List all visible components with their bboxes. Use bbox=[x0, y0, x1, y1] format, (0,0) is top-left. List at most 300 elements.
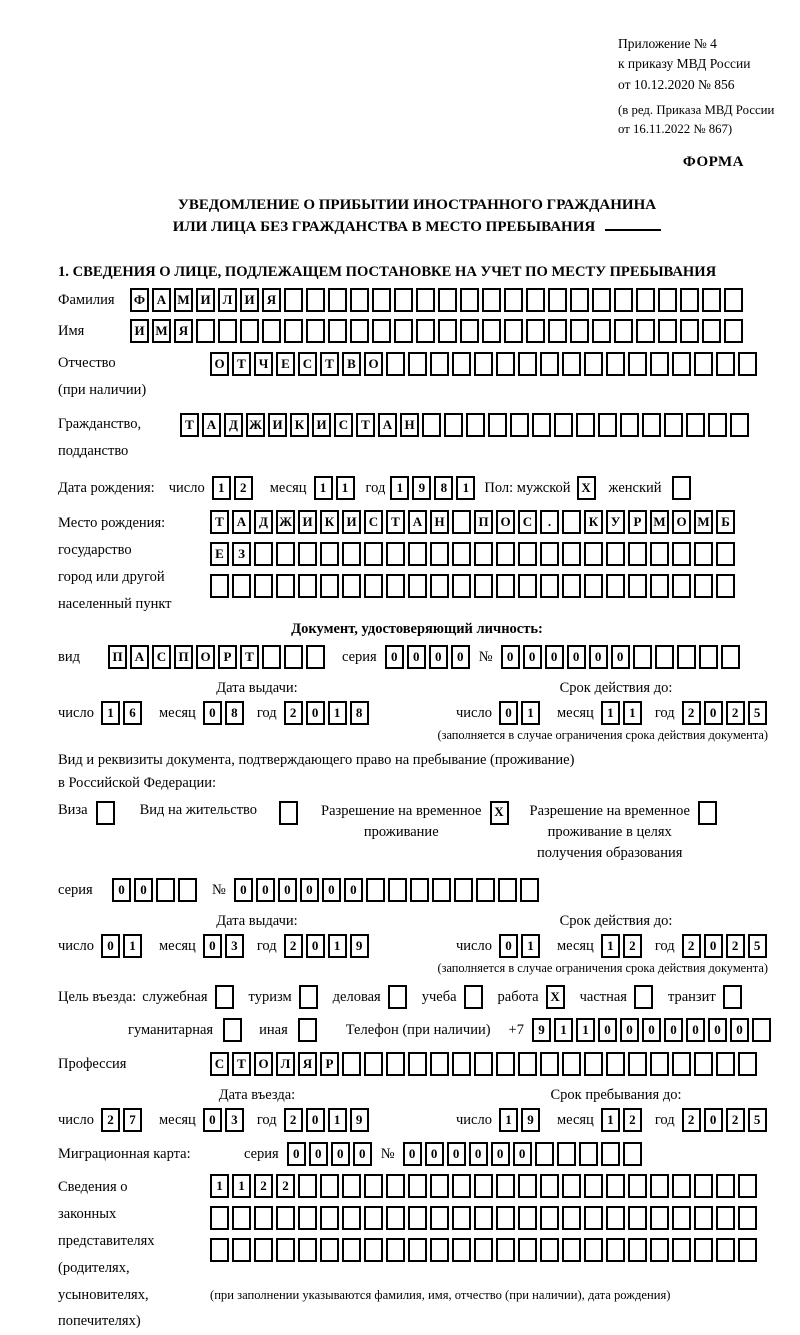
char-box[interactable] bbox=[570, 288, 589, 312]
char-box[interactable]: 0 bbox=[278, 878, 297, 902]
char-box[interactable] bbox=[723, 985, 742, 1009]
char-box[interactable]: X bbox=[490, 801, 509, 825]
char-box[interactable]: А bbox=[130, 645, 149, 669]
char-box[interactable]: Ж bbox=[246, 413, 265, 437]
char-box[interactable] bbox=[562, 574, 581, 598]
char-box[interactable] bbox=[372, 319, 391, 343]
char-box[interactable] bbox=[408, 1052, 427, 1076]
char-box[interactable]: 0 bbox=[620, 1018, 639, 1042]
char-box[interactable] bbox=[584, 1174, 603, 1198]
char-box[interactable]: 0 bbox=[134, 878, 153, 902]
char-box[interactable] bbox=[699, 645, 718, 669]
char-box[interactable] bbox=[540, 352, 559, 376]
char-box[interactable] bbox=[474, 1174, 493, 1198]
char-box[interactable]: 1 bbox=[390, 476, 409, 500]
char-box[interactable] bbox=[496, 1052, 515, 1076]
char-box[interactable] bbox=[386, 1238, 405, 1262]
char-box[interactable] bbox=[438, 319, 457, 343]
char-box[interactable] bbox=[496, 1238, 515, 1262]
char-box[interactable] bbox=[284, 645, 303, 669]
char-box[interactable] bbox=[386, 542, 405, 566]
char-box[interactable] bbox=[364, 542, 383, 566]
char-box[interactable]: О bbox=[254, 1052, 273, 1076]
char-box[interactable] bbox=[276, 542, 295, 566]
char-box[interactable] bbox=[540, 1174, 559, 1198]
char-box[interactable] bbox=[328, 319, 347, 343]
char-box[interactable] bbox=[218, 319, 237, 343]
char-box[interactable]: 0 bbox=[704, 934, 723, 958]
char-box[interactable] bbox=[724, 288, 743, 312]
char-box[interactable] bbox=[579, 1142, 598, 1166]
char-box[interactable] bbox=[496, 542, 515, 566]
char-box[interactable]: 9 bbox=[350, 1108, 369, 1132]
char-box[interactable] bbox=[210, 574, 229, 598]
char-box[interactable] bbox=[284, 288, 303, 312]
char-box[interactable]: Е bbox=[210, 542, 229, 566]
char-box[interactable] bbox=[306, 645, 325, 669]
char-box[interactable]: . bbox=[540, 510, 559, 534]
char-box[interactable] bbox=[342, 1174, 361, 1198]
char-box[interactable] bbox=[408, 574, 427, 598]
char-box[interactable]: П bbox=[474, 510, 493, 534]
char-box[interactable] bbox=[474, 352, 493, 376]
char-box[interactable]: 0 bbox=[664, 1018, 683, 1042]
char-box[interactable] bbox=[738, 1238, 757, 1262]
char-box[interactable]: 0 bbox=[429, 645, 448, 669]
char-box[interactable] bbox=[606, 574, 625, 598]
char-box[interactable] bbox=[299, 985, 318, 1009]
char-box[interactable] bbox=[672, 574, 691, 598]
char-box[interactable] bbox=[254, 1238, 273, 1262]
char-box[interactable]: 0 bbox=[203, 934, 222, 958]
char-box[interactable] bbox=[650, 574, 669, 598]
char-box[interactable] bbox=[716, 1206, 735, 1230]
char-box[interactable]: 0 bbox=[567, 645, 586, 669]
char-box[interactable]: Т bbox=[240, 645, 259, 669]
char-box[interactable]: Т bbox=[210, 510, 229, 534]
char-box[interactable] bbox=[364, 1174, 383, 1198]
char-box[interactable] bbox=[562, 1052, 581, 1076]
char-box[interactable] bbox=[320, 1206, 339, 1230]
char-box[interactable] bbox=[702, 319, 721, 343]
char-box[interactable]: Т bbox=[386, 510, 405, 534]
char-box[interactable] bbox=[342, 542, 361, 566]
char-box[interactable]: Д bbox=[254, 510, 273, 534]
char-box[interactable]: 1 bbox=[328, 1108, 347, 1132]
char-box[interactable]: 2 bbox=[623, 1108, 642, 1132]
char-box[interactable] bbox=[454, 878, 473, 902]
char-box[interactable] bbox=[628, 1052, 647, 1076]
char-box[interactable]: 0 bbox=[501, 645, 520, 669]
char-box[interactable] bbox=[642, 413, 661, 437]
char-box[interactable]: 0 bbox=[112, 878, 131, 902]
char-box[interactable] bbox=[535, 1142, 554, 1166]
char-box[interactable]: Я bbox=[262, 288, 281, 312]
char-box[interactable] bbox=[364, 1206, 383, 1230]
char-box[interactable] bbox=[548, 319, 567, 343]
char-box[interactable] bbox=[548, 288, 567, 312]
char-box[interactable]: 2 bbox=[726, 1108, 745, 1132]
char-box[interactable]: 1 bbox=[601, 701, 620, 725]
char-box[interactable] bbox=[262, 319, 281, 343]
char-box[interactable] bbox=[526, 319, 545, 343]
char-box[interactable] bbox=[557, 1142, 576, 1166]
char-box[interactable] bbox=[320, 1174, 339, 1198]
char-box[interactable] bbox=[738, 352, 757, 376]
char-box[interactable]: 7 bbox=[123, 1108, 142, 1132]
char-box[interactable]: С bbox=[518, 510, 537, 534]
char-box[interactable]: А bbox=[408, 510, 427, 534]
char-box[interactable]: Т bbox=[320, 352, 339, 376]
char-box[interactable] bbox=[540, 1238, 559, 1262]
char-box[interactable] bbox=[716, 352, 735, 376]
char-box[interactable]: 1 bbox=[328, 701, 347, 725]
char-box[interactable] bbox=[386, 574, 405, 598]
char-box[interactable] bbox=[452, 510, 471, 534]
char-box[interactable] bbox=[328, 288, 347, 312]
char-box[interactable] bbox=[540, 542, 559, 566]
char-box[interactable] bbox=[430, 542, 449, 566]
char-box[interactable] bbox=[738, 1206, 757, 1230]
char-box[interactable]: Р bbox=[218, 645, 237, 669]
char-box[interactable]: 0 bbox=[545, 645, 564, 669]
char-box[interactable] bbox=[210, 1206, 229, 1230]
char-box[interactable] bbox=[298, 574, 317, 598]
char-box[interactable]: 0 bbox=[491, 1142, 510, 1166]
char-box[interactable]: 0 bbox=[306, 1108, 325, 1132]
char-box[interactable] bbox=[532, 413, 551, 437]
char-box[interactable]: 2 bbox=[284, 934, 303, 958]
char-box[interactable] bbox=[223, 1018, 242, 1042]
char-box[interactable]: 9 bbox=[521, 1108, 540, 1132]
char-box[interactable]: 0 bbox=[642, 1018, 661, 1042]
char-box[interactable] bbox=[672, 1052, 691, 1076]
char-box[interactable] bbox=[298, 1018, 317, 1042]
char-box[interactable] bbox=[694, 1052, 713, 1076]
char-box[interactable]: 0 bbox=[686, 1018, 705, 1042]
char-box[interactable] bbox=[716, 1052, 735, 1076]
char-box[interactable] bbox=[658, 319, 677, 343]
char-box[interactable] bbox=[474, 1206, 493, 1230]
char-box[interactable] bbox=[686, 413, 705, 437]
char-box[interactable]: И bbox=[342, 510, 361, 534]
char-box[interactable]: В bbox=[342, 352, 361, 376]
char-box[interactable]: 0 bbox=[101, 934, 120, 958]
char-box[interactable] bbox=[518, 352, 537, 376]
char-box[interactable] bbox=[634, 985, 653, 1009]
char-box[interactable] bbox=[628, 574, 647, 598]
char-box[interactable] bbox=[628, 1238, 647, 1262]
char-box[interactable] bbox=[254, 1206, 273, 1230]
char-box[interactable] bbox=[584, 542, 603, 566]
char-box[interactable] bbox=[156, 878, 175, 902]
char-box[interactable]: К bbox=[290, 413, 309, 437]
char-box[interactable]: Т bbox=[232, 1052, 251, 1076]
char-box[interactable] bbox=[592, 319, 611, 343]
char-box[interactable] bbox=[562, 510, 581, 534]
char-box[interactable]: 0 bbox=[598, 1018, 617, 1042]
char-box[interactable]: О bbox=[210, 352, 229, 376]
char-box[interactable] bbox=[279, 801, 298, 825]
char-box[interactable] bbox=[650, 1238, 669, 1262]
char-box[interactable]: 0 bbox=[730, 1018, 749, 1042]
char-box[interactable] bbox=[350, 319, 369, 343]
char-box[interactable] bbox=[276, 1206, 295, 1230]
char-box[interactable] bbox=[650, 352, 669, 376]
char-box[interactable] bbox=[606, 352, 625, 376]
char-box[interactable] bbox=[364, 1238, 383, 1262]
char-box[interactable]: О bbox=[364, 352, 383, 376]
char-box[interactable]: С bbox=[210, 1052, 229, 1076]
char-box[interactable] bbox=[672, 476, 691, 500]
char-box[interactable] bbox=[464, 985, 483, 1009]
char-box[interactable]: 9 bbox=[412, 476, 431, 500]
char-box[interactable] bbox=[488, 413, 507, 437]
char-box[interactable] bbox=[342, 1206, 361, 1230]
char-box[interactable] bbox=[476, 878, 495, 902]
char-box[interactable]: И bbox=[240, 288, 259, 312]
char-box[interactable]: С bbox=[334, 413, 353, 437]
char-box[interactable]: 2 bbox=[254, 1174, 273, 1198]
char-box[interactable]: А bbox=[202, 413, 221, 437]
char-box[interactable]: И bbox=[130, 319, 149, 343]
char-box[interactable]: 0 bbox=[287, 1142, 306, 1166]
char-box[interactable] bbox=[460, 319, 479, 343]
char-box[interactable] bbox=[584, 352, 603, 376]
char-box[interactable] bbox=[526, 288, 545, 312]
char-box[interactable] bbox=[474, 1238, 493, 1262]
char-box[interactable] bbox=[518, 542, 537, 566]
char-box[interactable]: Д bbox=[224, 413, 243, 437]
char-box[interactable] bbox=[636, 288, 655, 312]
char-box[interactable]: И bbox=[196, 288, 215, 312]
char-box[interactable] bbox=[672, 1174, 691, 1198]
char-box[interactable]: 1 bbox=[601, 934, 620, 958]
char-box[interactable]: 0 bbox=[611, 645, 630, 669]
char-box[interactable]: С bbox=[152, 645, 171, 669]
char-box[interactable] bbox=[178, 878, 197, 902]
char-box[interactable] bbox=[606, 1238, 625, 1262]
char-box[interactable]: Ф bbox=[130, 288, 149, 312]
char-box[interactable]: К bbox=[320, 510, 339, 534]
char-box[interactable] bbox=[724, 319, 743, 343]
char-box[interactable] bbox=[606, 1206, 625, 1230]
char-box[interactable] bbox=[540, 574, 559, 598]
char-box[interactable]: Я bbox=[298, 1052, 317, 1076]
char-box[interactable]: 5 bbox=[748, 1108, 767, 1132]
char-box[interactable] bbox=[562, 1174, 581, 1198]
char-box[interactable]: 0 bbox=[309, 1142, 328, 1166]
char-box[interactable] bbox=[738, 1174, 757, 1198]
char-box[interactable] bbox=[320, 542, 339, 566]
char-box[interactable] bbox=[694, 352, 713, 376]
char-box[interactable]: 0 bbox=[407, 645, 426, 669]
char-box[interactable]: 0 bbox=[704, 1108, 723, 1132]
char-box[interactable] bbox=[452, 1052, 471, 1076]
char-box[interactable] bbox=[518, 1238, 537, 1262]
char-box[interactable]: С bbox=[298, 352, 317, 376]
char-box[interactable]: X bbox=[546, 985, 565, 1009]
char-box[interactable] bbox=[752, 1018, 771, 1042]
char-box[interactable]: 6 bbox=[123, 701, 142, 725]
char-box[interactable]: 5 bbox=[748, 701, 767, 725]
char-box[interactable]: 1 bbox=[521, 701, 540, 725]
char-box[interactable] bbox=[554, 413, 573, 437]
char-box[interactable] bbox=[628, 1174, 647, 1198]
char-box[interactable] bbox=[606, 542, 625, 566]
char-box[interactable]: 5 bbox=[748, 934, 767, 958]
char-box[interactable] bbox=[196, 319, 215, 343]
char-box[interactable]: И bbox=[298, 510, 317, 534]
char-box[interactable] bbox=[430, 574, 449, 598]
char-box[interactable] bbox=[298, 1238, 317, 1262]
char-box[interactable] bbox=[584, 1052, 603, 1076]
char-box[interactable]: 2 bbox=[284, 701, 303, 725]
char-box[interactable] bbox=[614, 288, 633, 312]
char-box[interactable]: Т bbox=[356, 413, 375, 437]
char-box[interactable] bbox=[386, 352, 405, 376]
char-box[interactable] bbox=[408, 1238, 427, 1262]
char-box[interactable] bbox=[416, 288, 435, 312]
char-box[interactable]: 3 bbox=[225, 1108, 244, 1132]
char-box[interactable] bbox=[394, 288, 413, 312]
char-box[interactable] bbox=[716, 1238, 735, 1262]
char-box[interactable]: У bbox=[606, 510, 625, 534]
char-box[interactable]: 0 bbox=[708, 1018, 727, 1042]
char-box[interactable]: 0 bbox=[589, 645, 608, 669]
char-box[interactable] bbox=[650, 1052, 669, 1076]
char-box[interactable] bbox=[677, 645, 696, 669]
char-box[interactable] bbox=[584, 1206, 603, 1230]
char-box[interactable] bbox=[364, 574, 383, 598]
char-box[interactable]: 0 bbox=[353, 1142, 372, 1166]
char-box[interactable] bbox=[254, 574, 273, 598]
char-box[interactable]: 1 bbox=[601, 1108, 620, 1132]
char-box[interactable]: Р bbox=[320, 1052, 339, 1076]
char-box[interactable] bbox=[562, 352, 581, 376]
char-box[interactable] bbox=[232, 574, 251, 598]
char-box[interactable] bbox=[570, 319, 589, 343]
char-box[interactable]: 0 bbox=[499, 701, 518, 725]
char-box[interactable] bbox=[232, 1206, 251, 1230]
char-box[interactable] bbox=[306, 319, 325, 343]
char-box[interactable] bbox=[698, 801, 717, 825]
char-box[interactable]: 8 bbox=[350, 701, 369, 725]
char-box[interactable] bbox=[284, 319, 303, 343]
char-box[interactable] bbox=[694, 574, 713, 598]
char-box[interactable] bbox=[474, 1052, 493, 1076]
char-box[interactable] bbox=[342, 574, 361, 598]
char-box[interactable]: Е bbox=[276, 352, 295, 376]
char-box[interactable]: 1 bbox=[623, 701, 642, 725]
char-box[interactable]: 9 bbox=[532, 1018, 551, 1042]
char-box[interactable]: З bbox=[232, 542, 251, 566]
char-box[interactable] bbox=[694, 1206, 713, 1230]
char-box[interactable] bbox=[298, 542, 317, 566]
char-box[interactable] bbox=[694, 542, 713, 566]
char-box[interactable]: 3 bbox=[225, 934, 244, 958]
char-box[interactable]: 0 bbox=[331, 1142, 350, 1166]
char-box[interactable] bbox=[518, 574, 537, 598]
char-box[interactable] bbox=[366, 878, 385, 902]
char-box[interactable] bbox=[298, 1174, 317, 1198]
char-box[interactable]: О bbox=[672, 510, 691, 534]
char-box[interactable] bbox=[628, 352, 647, 376]
char-box[interactable]: 1 bbox=[521, 934, 540, 958]
char-box[interactable] bbox=[623, 1142, 642, 1166]
char-box[interactable] bbox=[584, 574, 603, 598]
char-box[interactable] bbox=[408, 1174, 427, 1198]
char-box[interactable] bbox=[518, 1174, 537, 1198]
char-box[interactable] bbox=[388, 878, 407, 902]
char-box[interactable]: Т bbox=[180, 413, 199, 437]
char-box[interactable]: Т bbox=[232, 352, 251, 376]
char-box[interactable] bbox=[658, 288, 677, 312]
char-box[interactable] bbox=[672, 352, 691, 376]
char-box[interactable]: М bbox=[694, 510, 713, 534]
char-box[interactable]: 0 bbox=[425, 1142, 444, 1166]
char-box[interactable] bbox=[680, 288, 699, 312]
char-box[interactable] bbox=[430, 1052, 449, 1076]
char-box[interactable] bbox=[430, 1174, 449, 1198]
char-box[interactable] bbox=[215, 985, 234, 1009]
char-box[interactable] bbox=[518, 1052, 537, 1076]
char-box[interactable] bbox=[342, 1238, 361, 1262]
char-box[interactable] bbox=[210, 1238, 229, 1262]
char-box[interactable] bbox=[650, 1206, 669, 1230]
char-box[interactable] bbox=[655, 645, 674, 669]
char-box[interactable]: О bbox=[496, 510, 515, 534]
char-box[interactable]: 1 bbox=[328, 934, 347, 958]
char-box[interactable] bbox=[504, 319, 523, 343]
char-box[interactable] bbox=[460, 288, 479, 312]
char-box[interactable]: 0 bbox=[385, 645, 404, 669]
char-box[interactable]: 0 bbox=[403, 1142, 422, 1166]
char-box[interactable] bbox=[320, 574, 339, 598]
char-box[interactable]: 0 bbox=[447, 1142, 466, 1166]
char-box[interactable] bbox=[452, 574, 471, 598]
char-box[interactable] bbox=[562, 1206, 581, 1230]
char-box[interactable] bbox=[430, 1238, 449, 1262]
char-box[interactable] bbox=[562, 1238, 581, 1262]
char-box[interactable] bbox=[672, 1238, 691, 1262]
char-box[interactable] bbox=[276, 574, 295, 598]
char-box[interactable]: 0 bbox=[203, 1108, 222, 1132]
char-box[interactable] bbox=[240, 319, 259, 343]
char-box[interactable] bbox=[540, 1052, 559, 1076]
char-box[interactable] bbox=[730, 413, 749, 437]
char-box[interactable] bbox=[562, 542, 581, 566]
char-box[interactable] bbox=[394, 319, 413, 343]
char-box[interactable]: 0 bbox=[306, 934, 325, 958]
char-box[interactable] bbox=[664, 413, 683, 437]
char-box[interactable]: 2 bbox=[726, 934, 745, 958]
char-box[interactable]: 1 bbox=[499, 1108, 518, 1132]
char-box[interactable] bbox=[694, 1238, 713, 1262]
char-box[interactable]: 2 bbox=[726, 701, 745, 725]
char-box[interactable] bbox=[466, 413, 485, 437]
char-box[interactable]: П bbox=[108, 645, 127, 669]
char-box[interactable] bbox=[680, 319, 699, 343]
char-box[interactable]: 2 bbox=[682, 701, 701, 725]
char-box[interactable]: Н bbox=[400, 413, 419, 437]
char-box[interactable] bbox=[496, 574, 515, 598]
char-box[interactable] bbox=[408, 1206, 427, 1230]
char-box[interactable] bbox=[452, 542, 471, 566]
char-box[interactable] bbox=[518, 1206, 537, 1230]
char-box[interactable]: 8 bbox=[434, 476, 453, 500]
char-box[interactable]: 1 bbox=[210, 1174, 229, 1198]
